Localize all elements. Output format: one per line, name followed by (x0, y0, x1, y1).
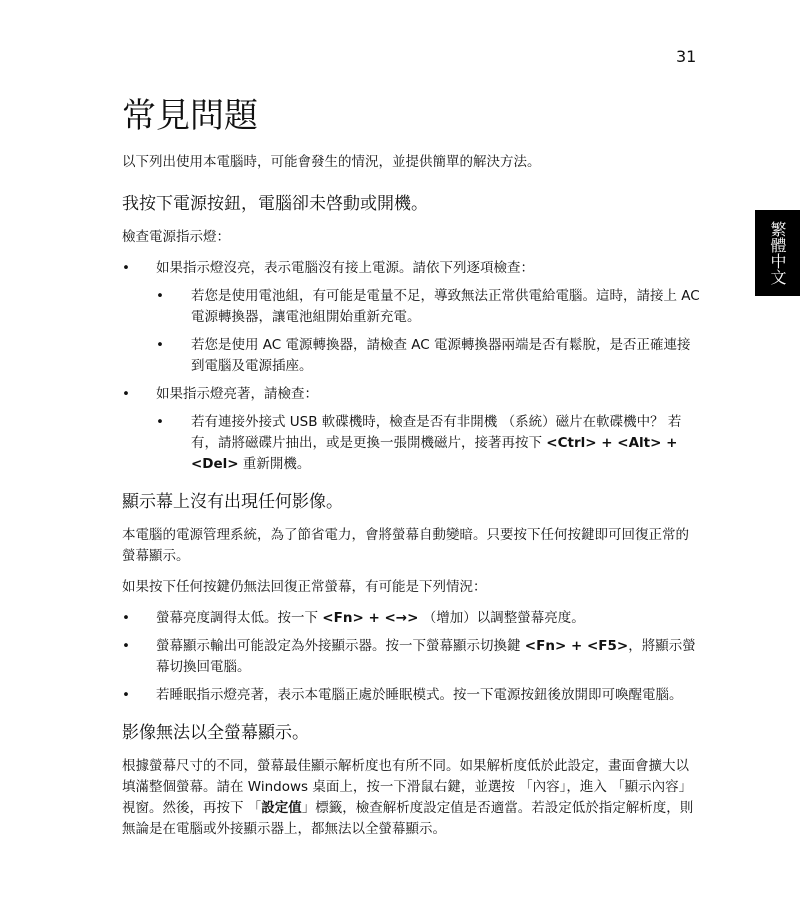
section-heading-power: 我按下電源按鈕，電腦卻未啓動或開機。 (122, 194, 428, 214)
intro-paragraph: 以下列出使用本電腦時，可能會發生的情況，並提供簡單的解決方法。 (122, 154, 541, 170)
list-item: • 螢幕亮度調得太低。按一下 <Fn> + <→> （增加）以調整螢幕亮度。 (122, 608, 702, 629)
key-combo: <Fn> + <F5> (524, 638, 629, 654)
language-side-tab: 繁體中文 (755, 210, 800, 296)
display-list (122, 608, 702, 706)
power-sublist-2 (156, 412, 702, 475)
document-content (122, 92, 702, 850)
page-title: 常見問題 (122, 96, 258, 136)
section-power (122, 191, 702, 475)
fullscreen-paragraph: 根據螢幕尺寸的不同，螢幕最佳顯示解析度也有所不同。如果解析度低於此設定，畫面會擴大以填滿整個螢幕。請在 Windows 桌面上，按一下滑鼠右鍵，並選按 「內容」，進入 「顯示內容」視窗。然後，再按下 「設定值」標籤，檢查解析度設定值是否適當。若設定低於指定解析度，則無論是在電腦或外接顯示器上，都無法以全螢幕顯示。 (122, 758, 694, 837)
display-paragraph-1: 本電腦的電源管理系統，為了節省電力，會將螢幕自動變暗。只要按下任何按鍵即可回復正常的螢幕顯示。 (122, 527, 689, 564)
power-sublist-1 (156, 286, 702, 377)
section-heading-fullscreen: 影像無法以全螢幕顯示。 (122, 723, 309, 743)
key-combo: <Fn> + <→> (322, 610, 419, 626)
section-display (122, 489, 702, 706)
display-paragraph-2: 如果按下任何按鍵仍無法回復正常螢幕，有可能是下列情況： (122, 579, 487, 595)
list-item: • 若您是使用電池組，有可能是電量不足，導致無法正常供電給電腦。這時，請接上 AC 電源轉換器，讓電池組開始重新充電。 (156, 286, 702, 328)
key-combo: <Ctrl> + <Alt> + <Del> (191, 435, 678, 472)
power-lead: 檢查電源指示燈： (122, 229, 230, 245)
section-fullscreen (122, 720, 702, 840)
list-item: • 若睡眠指示燈亮著，表示本電腦正處於睡眠模式。按一下電源按鈕後放開即可喚醒電腦。 (122, 685, 702, 706)
list-item: • 若有連接外接式 USB 軟碟機時，檢查是否有非開機 （系統）磁片在軟碟機中？ 若有，請將磁碟片抽出，或是更換一張開機磁片，接著再按下 <Ctrl> + <Alt> + <Del> 重新開機。 (156, 412, 702, 475)
section-heading-display: 顯示幕上沒有出現任何影像。 (122, 492, 343, 512)
list-item: • 螢幕顯示輸出可能設定為外接顯示器。按一下螢幕顯示切換鍵 <Fn> + <F5>，將顯示螢幕切換回電腦。 (122, 636, 702, 678)
page-number: 31 (676, 47, 697, 66)
list-item: • 如果指示燈亮著，請檢查： • 若有連接外接式 USB 軟碟機時，檢查是否有非開機 （系統）磁片在軟碟機中？ 若有，請將磁碟片抽出，或是更換一張開機磁片，接著再按下 <Ctrl> + <Alt> + <Del> 重新開機。 (122, 384, 702, 475)
list-item: • 若您是使用 AC 電源轉換器，請檢查 AC 電源轉換器兩端是否有鬆脫，是否正確連接到電腦及電源插座。 (156, 335, 702, 377)
power-list (122, 258, 702, 475)
list-item: • 如果指示燈沒亮，表示電腦沒有接上電源。請依下列逐項檢查： • 若您是使用電池組，有可能是電量不足，導致無法正常供電給電腦。這時，請接上 AC 電源轉換器，讓電池組開始重新充電。 • 若您是使用 AC 電源轉換器，請檢查 AC 電源轉換器兩端是否有鬆脫，是否正確連接到電腦及電源插座。 (122, 258, 702, 377)
settings-tab-label: 設定值 (261, 800, 302, 816)
